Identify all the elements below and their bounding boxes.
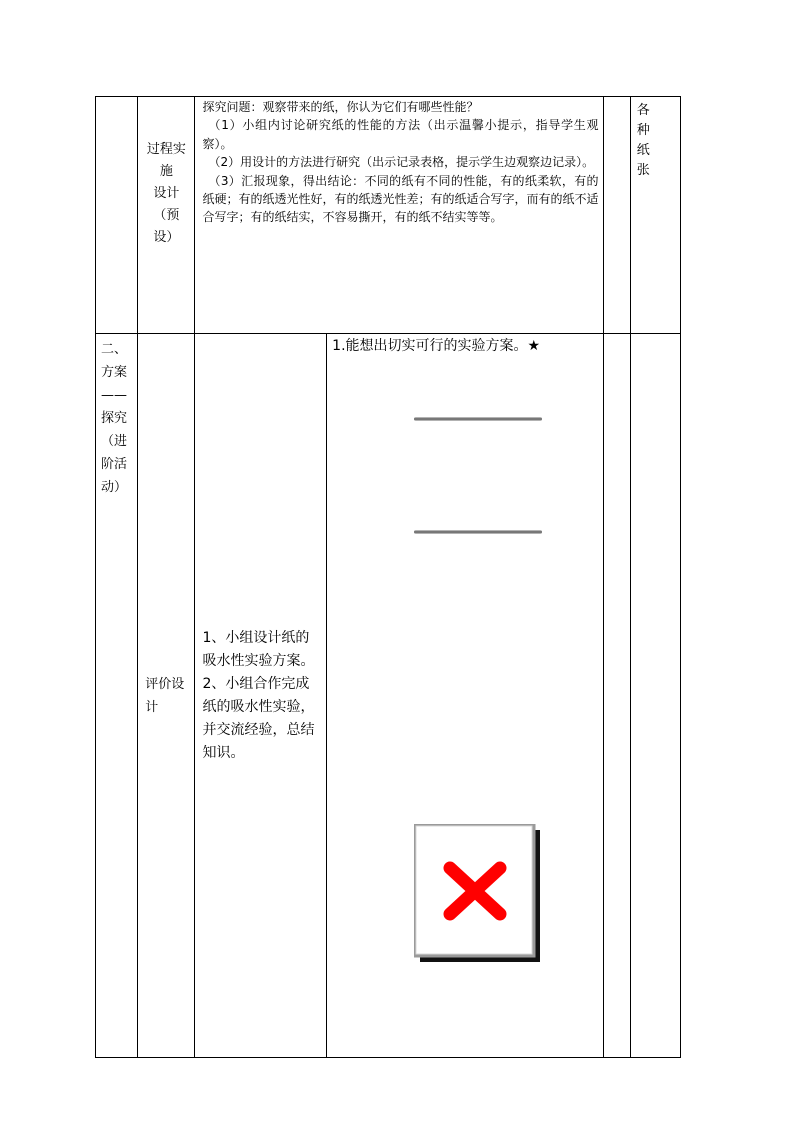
section-label-line: 探究 <box>101 411 128 426</box>
horizontal-rule-1 <box>414 417 542 421</box>
section-label-line: 二、 <box>101 342 128 357</box>
process-label-line: 设） <box>153 230 180 245</box>
section-label-line: 动） <box>101 480 128 495</box>
section-label-line: —— <box>101 388 127 403</box>
section-label-line: 方案 <box>101 365 128 380</box>
section-label-cell <box>96 334 138 1058</box>
process-stage-cell <box>96 97 138 334</box>
criterion-cell <box>327 334 603 1058</box>
process-label-line: （预 <box>153 208 180 223</box>
process-label-cell <box>138 97 195 334</box>
process-content-cell <box>195 97 603 334</box>
evaluation-label-cell: 评价设计 <box>138 334 195 1058</box>
criterion-text: 1.能想出切实可行的实验方案。★ <box>332 338 541 354</box>
inquiry-empty-cell-1 <box>603 334 630 1058</box>
process-step-2: （2）用设计的方法进行研究（出示记录表格，提示学生边观察边记录）。 <box>208 155 595 170</box>
process-step-3: （3）汇报现象，得出结论：不同的纸有不同的性能，有的纸柔软，有的纸硬；有的纸透光性好，有的纸透光性差；有的纸适合写字，而有的纸不适合写字；有的纸结实，不容易撕开，有的纸不结实等等。 <box>202 173 599 225</box>
process-empty-cell <box>603 97 630 334</box>
inquiry-question: 探究问题：观察带来的纸，你认为它们有哪些性能？ <box>202 100 479 114</box>
process-label-line: 过程实 <box>146 142 186 157</box>
materials-cell: 各种纸张 <box>630 97 680 334</box>
process-step-1: （1）小组内讨论研究纸的性能的方法（出示温馨小提示，指导学生观察）。 <box>202 118 599 151</box>
process-label-line: 施 <box>159 164 173 179</box>
inquiry-row <box>96 334 681 1058</box>
activities-cell <box>195 334 327 1058</box>
inquiry-empty-cell-2 <box>630 334 680 1058</box>
section-label-line: （进 <box>101 434 128 449</box>
activity-2: 2、小组合作完成纸的吸水性实验，并交流经验，总结知识。 <box>202 675 315 761</box>
process-row <box>96 97 681 334</box>
activity-1: 1、小组设计纸的吸水性实验方案。 <box>202 629 315 669</box>
section-label-line: 阶活 <box>101 457 128 472</box>
process-label-line: 设计 <box>153 186 180 201</box>
broken-image-icon <box>414 824 540 962</box>
lesson-plan-table <box>95 96 681 1058</box>
horizontal-rule-2 <box>414 530 542 534</box>
